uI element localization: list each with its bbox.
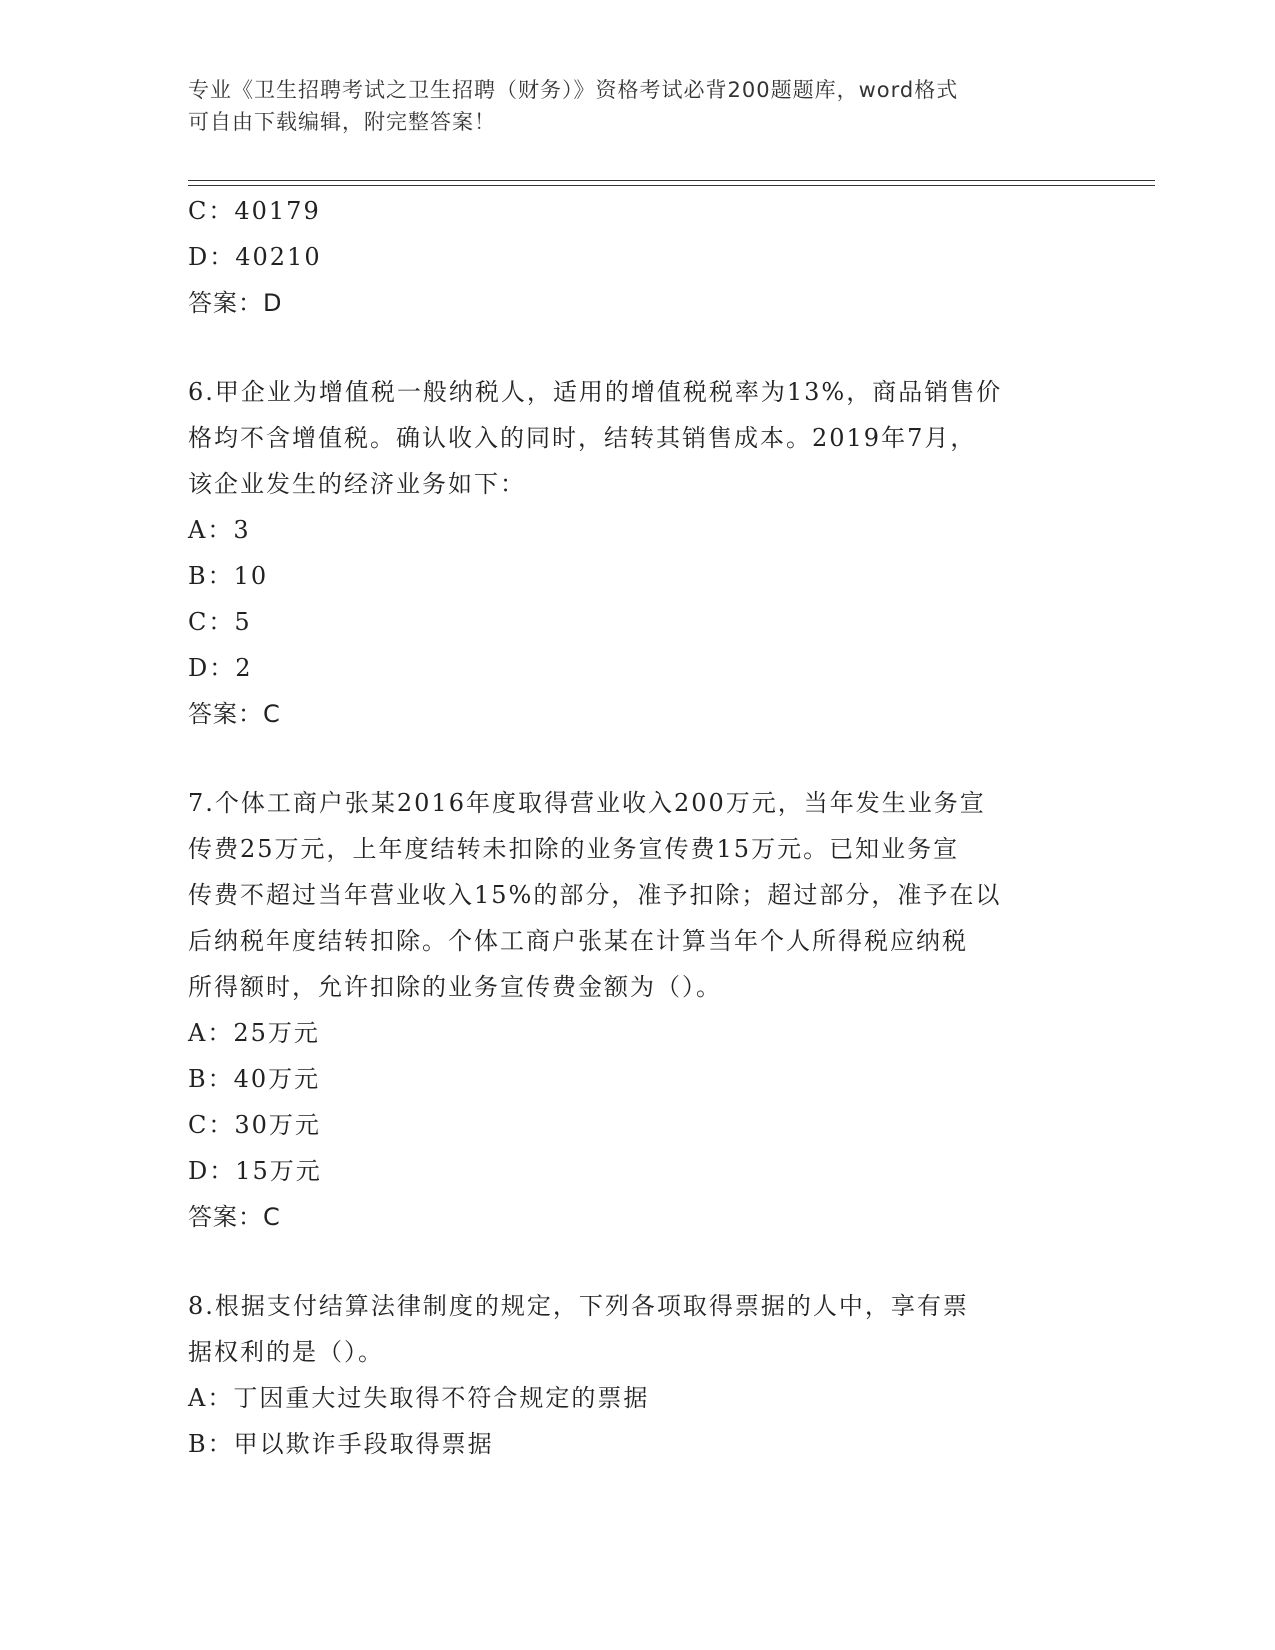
option-c: C：40179 (188, 197, 321, 225)
page-header (188, 74, 1088, 138)
option-a: A：3 (188, 516, 251, 544)
option-c: C：30万元 (188, 1111, 321, 1139)
question-6 (188, 369, 1088, 737)
question-text-line: 6.甲企业为增值税一般纳税人，适用的增值税税率为13%，商品销售价 (188, 378, 1003, 406)
option-d: D：40210 (188, 243, 322, 271)
answer: 答案：C (188, 700, 281, 728)
answer: 答案：C (188, 1203, 281, 1231)
option-b: B：10 (188, 562, 269, 590)
spacer (188, 326, 1088, 369)
question-text-line: 所得额时，允许扣除的业务宣传费金额为（）。 (188, 973, 722, 1001)
option-d: D：15万元 (188, 1157, 322, 1185)
header-title-line-1: 专业《卫生招聘考试之卫生招聘（财务）》资格考试必背200题题库，word格式 (188, 78, 959, 102)
option-a: A：丁因重大过失取得不符合规定的票据 (188, 1384, 650, 1412)
header-divider (188, 180, 1155, 186)
header-title-line-2: 可自由下载编辑，附完整答案！ (188, 110, 496, 134)
question-8 (188, 1283, 1088, 1467)
question-text-line: 7.个体工商户张某2016年度取得营业收入200万元，当年发生业务宣 (188, 789, 986, 817)
option-c: C：5 (188, 608, 252, 636)
question-7 (188, 780, 1088, 1240)
question-text-line: 8.根据支付结算法律制度的规定，下列各项取得票据的人中，享有票 (188, 1292, 969, 1320)
question-text-line: 据权利的是（）。 (188, 1338, 384, 1366)
question-5-continued (188, 188, 1088, 326)
document-body (188, 188, 1088, 1467)
option-a: A：25万元 (188, 1019, 320, 1047)
spacer (188, 737, 1088, 780)
option-d: D：2 (188, 654, 253, 682)
question-text-line: 传费不超过当年营业收入15%的部分，准予扣除；超过部分，准予在以 (188, 881, 1002, 909)
question-text-line: 格均不含增值税。确认收入的同时，结转其销售成本。2019年7月， (188, 424, 977, 452)
spacer (188, 1240, 1088, 1283)
option-b: B：甲以欺诈手段取得票据 (188, 1430, 494, 1458)
question-text-line: 后纳税年度结转扣除。个体工商户张某在计算当年个人所得税应纳税 (188, 927, 968, 955)
question-text-line: 该企业发生的经济业务如下： (188, 470, 526, 498)
answer: 答案：D (188, 289, 283, 317)
question-text-line: 传费25万元，上年度结转未扣除的业务宣传费15万元。已知业务宣 (188, 835, 960, 863)
option-b: B：40万元 (188, 1065, 321, 1093)
